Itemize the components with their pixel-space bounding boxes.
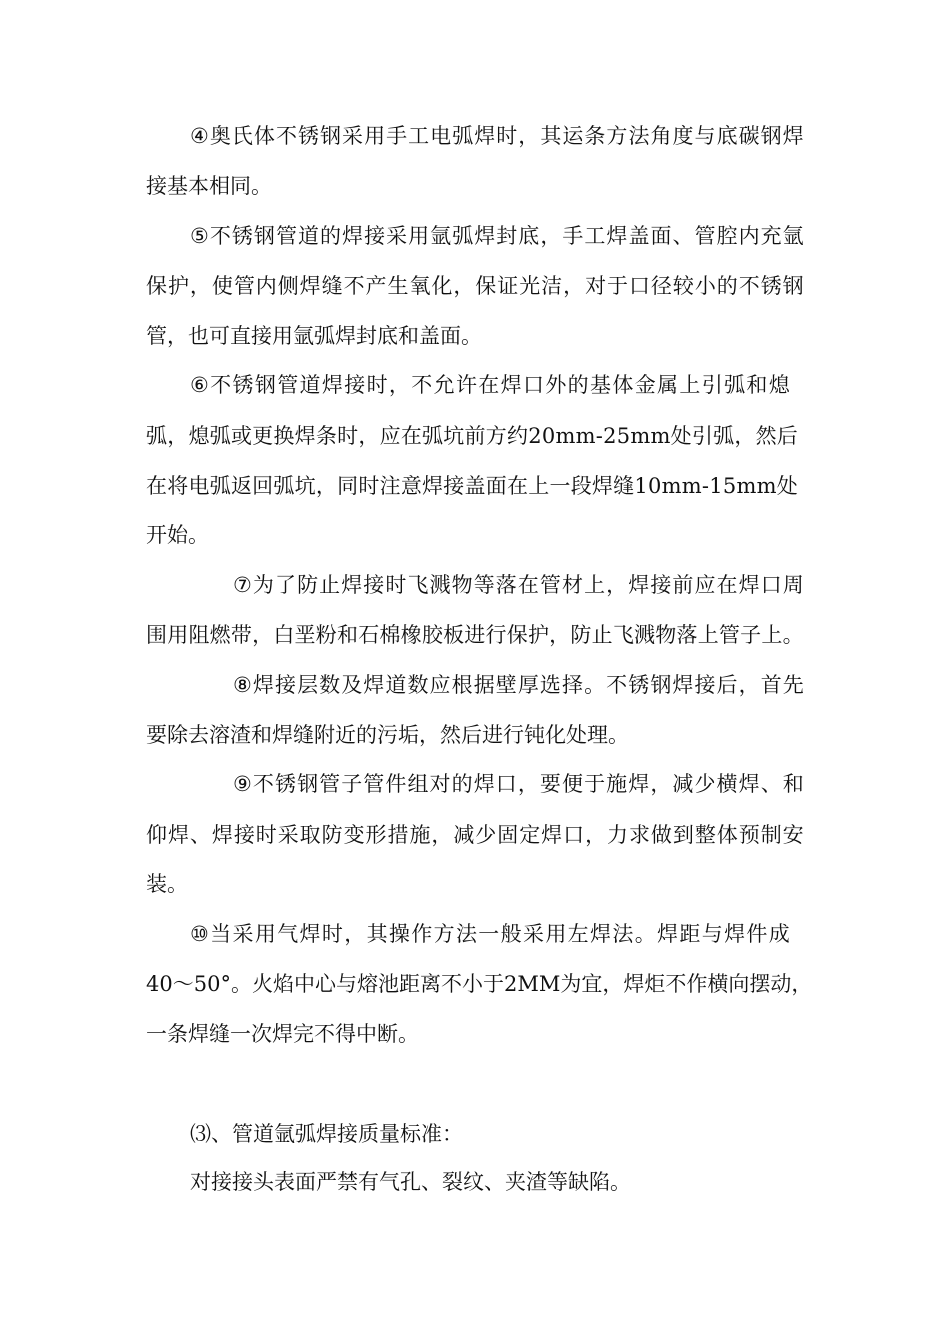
paragraph-4-line-1: ④ 奥 氏 体 不 锈 钢 采 用 手 工 电 弧 焊 时 ， 其 运 条 方 法 角 度 与 底 碳 钢 焊 bbox=[190, 124, 804, 148]
paragraph-9-line-3: 装。 bbox=[146, 872, 188, 896]
paragraph-5-line-2: 保 护 ， 使 管 内 侧 焊 缝 不 产 生 氧 化 ， 保 证 光 洁 ， 对 于 口 径 较 小 的 不 锈 钢 bbox=[146, 274, 804, 298]
paragraph-6-line-2: 弧 ， 熄 弧 或 更 换 焊 条 时 ， 应 在 弧 坑 前 方 约 2 0 m m - 2 5 m m 处 引 弧 ， 然 后 bbox=[146, 424, 798, 448]
paragraph-6-line-3: 在 将 电 弧 返 回 弧 坑 ， 同 时 注 意 焊 接 盖 面 在 上 一 段 焊 缝 1 0 m m - 1 5 m m 处 bbox=[146, 474, 798, 498]
paragraph-4-line-2: 接基本相同。 bbox=[146, 174, 272, 198]
paragraph-7-line-2: 围 用 阻 燃 带 ， 白 垩 粉 和 石 棉 橡 胶 板 进 行 保 护 ， 防 止 飞 溅 物 落 上 管 子 上 。 bbox=[146, 623, 804, 647]
paragraph-8-line-1: ⑧ 焊 接 层 数 及 焊 道 数 应 根 据 壁 厚 选 择 。 不 锈 钢 焊 接 后 ， 首 先 bbox=[233, 673, 804, 697]
paragraph-7-line-1: ⑦ 为 了 防 止 焊 接 时 飞 溅 物 等 落 在 管 材 上 ， 焊 接 前 应 在 焊 口 周 bbox=[233, 573, 804, 597]
paragraph-5-line-3: 管，也可直接用氩弧焊封底和盖面。 bbox=[146, 324, 482, 348]
paragraph-9-line-2: 仰 焊 、 焊 接 时 采 取 防 变 形 措 施 ， 减 少 固 定 焊 口 ， 力 求 做 到 整 体 预 制 安 bbox=[146, 823, 804, 847]
section-heading: ⑶、管道氩弧焊接质量标准： bbox=[190, 1122, 463, 1146]
paragraph-6-line-1: ⑥ 不 锈 钢 管 道 焊 接 时 ， 不 允 许 在 焊 口 外 的 基 体 金 属 上 引 弧 和 熄 bbox=[190, 373, 790, 397]
paragraph-10-line-1: ⑩ 当 采 用 气 焊 时 ， 其 操 作 方 法 一 般 采 用 左 焊 法 。 焊 距 与 焊 件 成 bbox=[190, 922, 790, 946]
section-body: 对接接头表面严禁有气孔、裂纹、夹渣等缺陷。 bbox=[190, 1170, 631, 1194]
paragraph-10-line-3: 一条焊缝一次焊完不得中断。 bbox=[146, 1022, 419, 1046]
paragraph-9-line-1: ⑨ 不 锈 钢 管 子 管 件 组 对 的 焊 口 ， 要 便 于 施 焊 ， 减 少 横 焊 、 和 bbox=[233, 772, 804, 796]
paragraph-6-line-4: 开始。 bbox=[146, 523, 209, 547]
paragraph-10-line-2: 4 0 ～ 5 0 ° 。 火 焰 中 心 与 熔 池 距 离 不 小 于 2 M M 为 宜 ， 焊 炬 不 作 横 向 摆 动 ， bbox=[146, 972, 813, 996]
paragraph-8-line-2: 要除去溶渣和焊缝附近的污垢，然后进行钝化处理。 bbox=[146, 723, 629, 747]
paragraph-5-line-1: ⑤ 不 锈 钢 管 道 的 焊 接 采 用 氩 弧 焊 封 底 ， 手 工 焊 盖 面 、 管 腔 内 充 氩 bbox=[190, 224, 804, 248]
